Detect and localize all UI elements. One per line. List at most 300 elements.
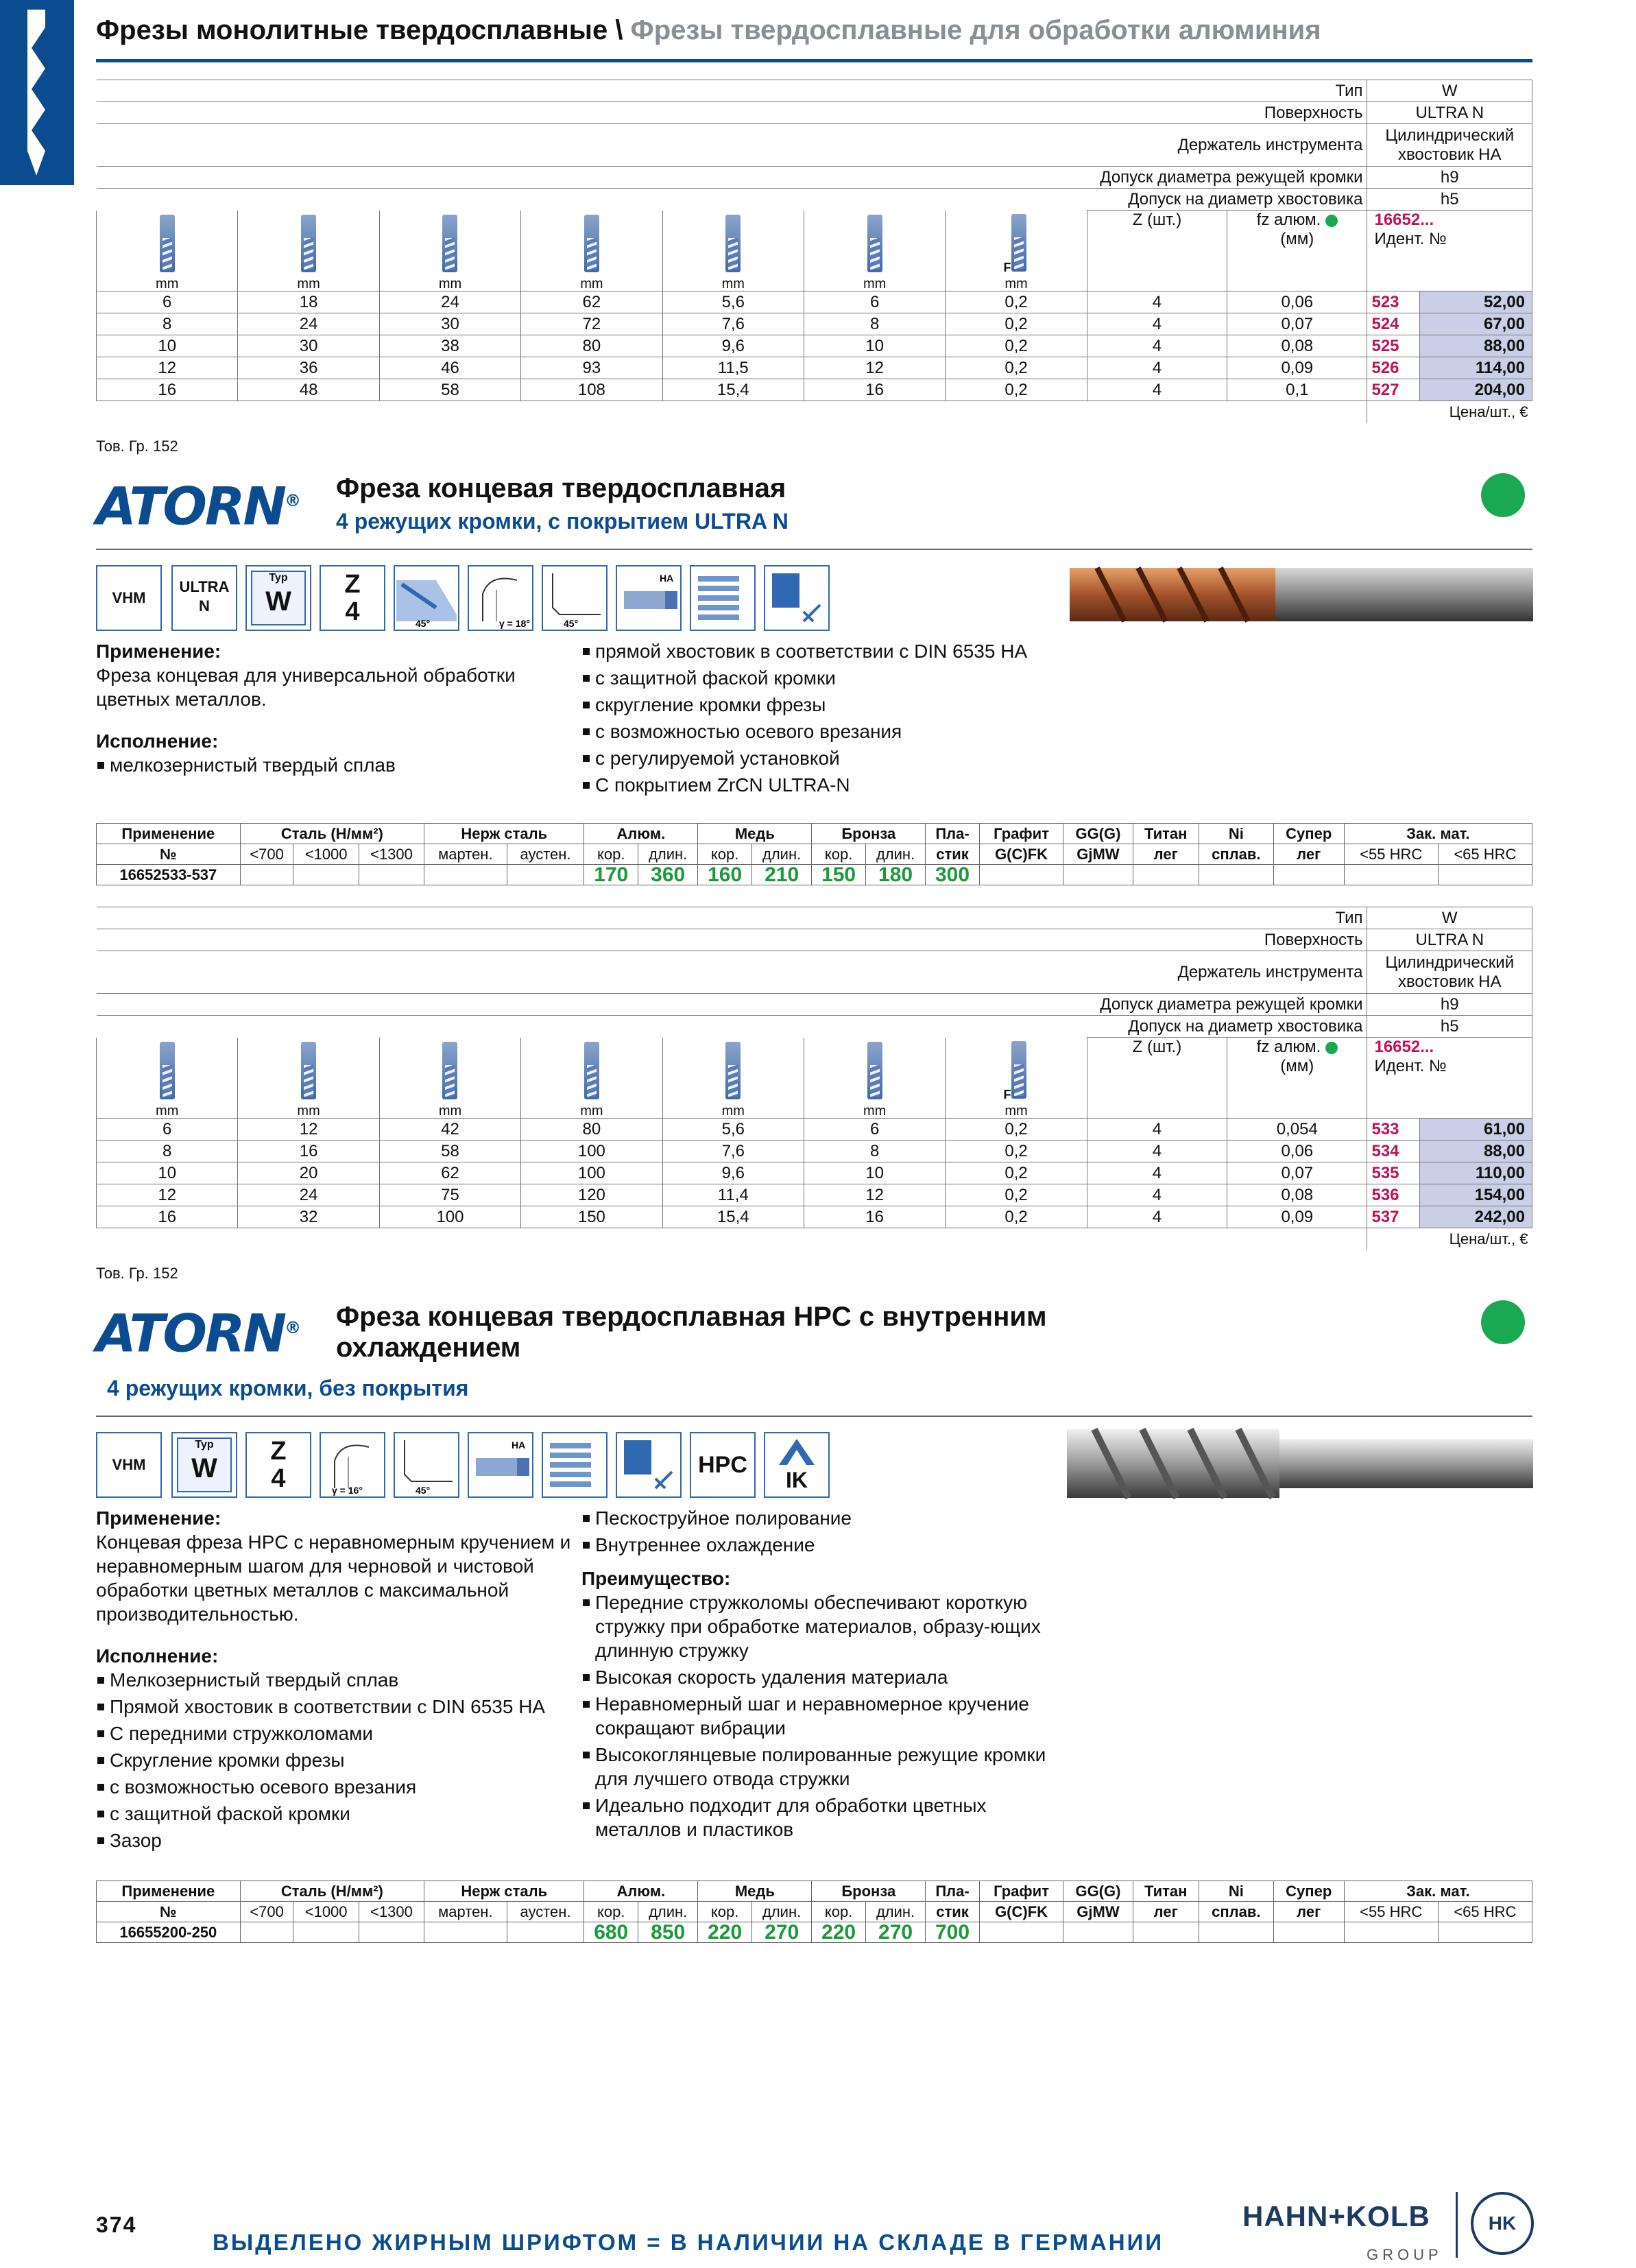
stock-note: ВЫДЕЛЕНО ЖИРНЫМ ШРИФТОМ = В НАЛИЧИИ НА СКЛАДЕ В ГЕРМАНИИ: [213, 2230, 1164, 2255]
tool-dimension-icon: [301, 215, 316, 272]
material-subheader: GjMW: [1063, 844, 1133, 865]
material-subheader: <65 HRC: [1438, 844, 1532, 865]
ident-header: 16652... Идент. №: [1367, 211, 1532, 291]
type-w-icon: Typ W: [245, 565, 311, 631]
table-cell: 12: [97, 357, 238, 379]
material-subheader: сплав.: [1199, 1902, 1273, 1922]
table-cell: 0,054: [1227, 1119, 1367, 1141]
spec-label: Тип: [97, 907, 1367, 929]
material-subheader: <55 HRC: [1344, 1902, 1438, 1922]
spec-value: h9: [1367, 167, 1532, 189]
table-cell: 7,6: [662, 313, 804, 335]
spec-value: ULTRA N: [1367, 929, 1532, 951]
table-cell: 4: [1087, 379, 1227, 401]
material-subheader: <1300: [359, 844, 424, 865]
rake-angle-icon: [468, 565, 533, 631]
table-cell: 8: [97, 313, 238, 335]
empty-cell: [979, 1922, 1063, 1943]
z-header: Z (шт.): [1087, 211, 1227, 291]
material-subheader: <700: [240, 1902, 293, 1922]
table-cell: 12: [804, 1184, 945, 1206]
table-row: [97, 1184, 1532, 1206]
table-cell: 4: [1087, 1119, 1227, 1141]
header-separator: \: [608, 15, 631, 45]
table-cell: 12: [97, 1184, 238, 1206]
table-cell: 24: [238, 1184, 379, 1206]
price-footer-row: [97, 401, 1532, 423]
unit-mm: mm: [1005, 1103, 1028, 1119]
unit-mm: mm: [863, 276, 887, 291]
material-header: Пла-: [926, 824, 980, 844]
tool-dimension-icon: [442, 1042, 457, 1099]
price-cell: 67,00: [1420, 313, 1532, 335]
table-cell: 0,2: [946, 313, 1087, 335]
article-number: 535: [1367, 1162, 1420, 1184]
material-header: Применение: [97, 824, 241, 844]
empty-cell: [1273, 865, 1344, 885]
unit-mm: mm: [438, 276, 462, 291]
spec-table-2: [96, 907, 1532, 1250]
article-number: 527: [1367, 379, 1420, 401]
dimension-icon-cell: [97, 211, 238, 291]
table-cell: 12: [804, 357, 945, 379]
price-cell: 52,00: [1420, 291, 1532, 313]
material-subheader: аустен.: [507, 844, 584, 865]
table-cell: 0,2: [946, 1119, 1087, 1141]
table-cell: 0,07: [1227, 1162, 1367, 1184]
table-cell: 4: [1087, 357, 1227, 379]
empty-cell: [1273, 1922, 1344, 1943]
application-heading: Применение:: [96, 641, 221, 662]
table-cell: 24: [379, 291, 520, 313]
material-subheader: длин.: [865, 1902, 925, 1922]
empty-cell: [1344, 865, 1438, 885]
table-cell: 0,08: [1227, 1184, 1367, 1206]
icon-header-row: [97, 1038, 1532, 1119]
empty-cell: [979, 865, 1063, 885]
table-cell: 4: [1087, 313, 1227, 335]
f-label: F: [1003, 261, 1011, 274]
empty-cell: [240, 865, 293, 885]
table-cell: 93: [521, 357, 662, 379]
table-cell: 0,2: [946, 335, 1087, 357]
spec-table-1: [96, 80, 1532, 423]
table-row: [97, 291, 1532, 313]
empty-cell: [1133, 865, 1199, 885]
table-row: [97, 1162, 1532, 1184]
table-cell: 16: [97, 379, 238, 401]
page-number: 374: [96, 2212, 137, 2237]
material-subheader: лег: [1273, 844, 1344, 865]
unit-mm: mm: [1005, 276, 1028, 291]
empty-cell: [1063, 865, 1133, 885]
execution-heading: Исполнение:: [96, 1645, 219, 1667]
table-cell: 16: [238, 1141, 379, 1162]
material-header: Нерж сталь: [424, 824, 584, 844]
feature-item: с регулируемой установкой: [581, 746, 1075, 770]
spec-value: h5: [1367, 1016, 1532, 1038]
table-cell: 16: [804, 379, 945, 401]
table-cell: 62: [379, 1162, 520, 1184]
svg-text:45°: 45°: [416, 618, 431, 629]
spec-label: Держатель инструмента: [97, 951, 1367, 994]
spec-row: [97, 189, 1532, 211]
table-cell: 10: [97, 1162, 238, 1184]
article-number: 526: [1367, 357, 1420, 379]
product2-features: [581, 1506, 1061, 1841]
svg-text:γ = 16°: γ = 16°: [332, 1485, 363, 1496]
dimension-icon-cell: [946, 1038, 1087, 1119]
material-subheader: кор.: [584, 844, 638, 865]
material-subheader: длин.: [751, 844, 811, 865]
table-cell: 75: [379, 1184, 520, 1206]
dimension-icon-cell: [238, 211, 379, 291]
table-row: [97, 357, 1532, 379]
tool-dimension-icon: [160, 215, 175, 272]
divider: [96, 549, 1532, 550]
table-cell: 108: [521, 379, 662, 401]
ident-header: 16652... Идент. №: [1367, 1038, 1532, 1119]
plunge-icon: [764, 565, 830, 631]
svg-text:γ = 18°: γ = 18°: [499, 618, 530, 629]
table-cell: 8: [804, 1141, 945, 1162]
material-header: Ni: [1199, 1881, 1273, 1902]
product1-application: [96, 639, 562, 777]
material-subheader: №: [97, 1902, 241, 1922]
spec-value: h9: [1367, 994, 1532, 1016]
unit-mm: mm: [297, 1103, 320, 1119]
price-cell: 242,00: [1420, 1206, 1532, 1228]
spec-value: W: [1367, 80, 1532, 102]
shank-ha-icon: [468, 1432, 533, 1498]
table-cell: 120: [521, 1184, 662, 1206]
table-row: [97, 313, 1532, 335]
material-stack-icon: [690, 565, 756, 631]
price-label: Цена/шт., €: [1367, 401, 1532, 423]
article-number: 525: [1367, 335, 1420, 357]
dimension-icon-cell: [946, 211, 1087, 291]
price-cell: 204,00: [1420, 379, 1532, 401]
spec-label: Допуск на диаметр хвостовика: [97, 1016, 1367, 1038]
article-number: 537: [1367, 1206, 1420, 1228]
table-cell: 4: [1087, 1141, 1227, 1162]
table-cell: 100: [521, 1162, 662, 1184]
empty-cell: [293, 1922, 359, 1943]
material-header: Алюм.: [584, 824, 698, 844]
material-subheader: GjMW: [1063, 1902, 1133, 1922]
table-cell: 0,2: [946, 1206, 1087, 1228]
spec-label: Допуск на диаметр хвостовика: [97, 189, 1367, 211]
product1-title: Фреза концевая твердосплавная: [336, 473, 786, 503]
cutting-speed-value: 360: [638, 865, 698, 885]
material-header-row: [97, 824, 1532, 844]
dimension-icon-cell: [521, 1038, 662, 1119]
spec-row: [97, 994, 1532, 1016]
article-number: 536: [1367, 1184, 1420, 1206]
execution-item: С передними стружколомами: [96, 1721, 576, 1745]
material-header: Графит: [979, 1881, 1063, 1902]
table-cell: 48: [238, 379, 379, 401]
spec-label: Допуск диаметра режущей кромки: [97, 167, 1367, 189]
table-cell: 80: [521, 1119, 662, 1141]
table-cell: 72: [521, 313, 662, 335]
green-dot-icon: [1325, 215, 1338, 227]
article-number: 534: [1367, 1141, 1420, 1162]
cutting-speed-value: 150: [812, 865, 866, 885]
cutting-speed-value: 180: [865, 865, 925, 885]
spec-row: [97, 1016, 1532, 1038]
table-cell: 0,07: [1227, 313, 1367, 335]
product1-subtitle: 4 режущих кромки, с покрытием ULTRA N: [336, 509, 789, 534]
empty-cell: [507, 865, 584, 885]
feature-item: С покрытием ZrCN ULTRA-N: [581, 773, 1075, 797]
material-header: Ni: [1199, 824, 1273, 844]
table-row: [97, 1119, 1532, 1141]
rake-angle-icon: [320, 1432, 385, 1498]
execution-item: Зазор: [96, 1828, 576, 1852]
price-footer-row: [97, 1228, 1532, 1250]
spec-row: [97, 951, 1532, 994]
material-subheader: <55 HRC: [1344, 844, 1438, 865]
application-text: Фреза концевая для универсальной обработки цветных металлов.: [96, 665, 516, 710]
table-cell: 62: [521, 291, 662, 313]
dimension-icon-cell: [662, 211, 804, 291]
advantage-item: Неравномерный шаг и неравномерное кручение сокращают вибрации: [581, 1692, 1061, 1740]
page-header: [96, 15, 1321, 46]
price-cell: 154,00: [1420, 1184, 1532, 1206]
vhm-icon: VHM: [96, 1432, 162, 1498]
table-cell: 0,08: [1227, 335, 1367, 357]
table-cell: 100: [521, 1141, 662, 1162]
cutting-speed-value: 220: [698, 1922, 752, 1943]
application-heading: Применение:: [96, 1507, 221, 1529]
table-cell: 11,5: [662, 357, 804, 379]
svg-text:HA: HA: [660, 573, 674, 584]
table-cell: 0,09: [1227, 1206, 1367, 1228]
empty-cell: [1063, 1922, 1133, 1943]
atorn-logo: ATORN®: [96, 1302, 302, 1364]
cutting-speed-value: 210: [751, 865, 811, 885]
table-cell: 100: [379, 1206, 520, 1228]
spec-value: Цилиндрический хвостовик HA: [1367, 124, 1532, 167]
material-subheader: длин.: [638, 1902, 698, 1922]
spec-label: Поверхность: [97, 929, 1367, 951]
feature-item: скругление кромки фрезы: [581, 693, 1075, 717]
empty-cell: [293, 865, 359, 885]
tov-gr-2: Тов. Гр. 152: [96, 1265, 178, 1282]
material-subheader: <1000: [293, 1902, 359, 1922]
unit-mm: mm: [580, 276, 603, 291]
table-cell: 6: [97, 291, 238, 313]
table-cell: 10: [804, 335, 945, 357]
table-cell: 58: [379, 379, 520, 401]
spec-row: [97, 102, 1532, 124]
empty-cell: [1199, 1922, 1273, 1943]
material-subheader: мартен.: [424, 844, 507, 865]
spec-value: Цилиндрический хвостовик HA: [1367, 951, 1532, 994]
dimension-icon-cell: [804, 211, 945, 291]
material-subheader: G(C)FK: [979, 1902, 1063, 1922]
feature-item: Пескоструйное полирование: [581, 1506, 1061, 1530]
tool-dimension-icon: [725, 215, 741, 272]
table-cell: 0,09: [1227, 357, 1367, 379]
advantage-item: Идеально подходит для обработки цветных металлов и пластиков: [581, 1793, 1061, 1841]
empty-cell: [507, 1922, 584, 1943]
table-cell: 6: [804, 291, 945, 313]
svg-text:45°: 45°: [564, 618, 579, 629]
table-cell: 0,2: [946, 1162, 1087, 1184]
table-cell: 46: [379, 357, 520, 379]
table-cell: 6: [97, 1119, 238, 1141]
table-cell: 4: [1087, 1184, 1227, 1206]
article-number: 523: [1367, 291, 1420, 313]
material-values-row: [97, 1922, 1532, 1943]
material-table-1: [96, 823, 1532, 885]
table-cell: 11,4: [662, 1184, 804, 1206]
material-header: Сталь (Н/мм²): [240, 824, 424, 844]
advantage-item: Высокая скорость удаления материала: [581, 1665, 1061, 1689]
feature-item: Внутреннее охлаждение: [581, 1533, 1061, 1557]
material-subheader: мартен.: [424, 1902, 507, 1922]
z4-icon: Z 4: [320, 565, 385, 631]
material-subheader: кор.: [812, 844, 866, 865]
article-number: 533: [1367, 1119, 1420, 1141]
material-header-row: [97, 1881, 1532, 1902]
table-cell: 15,4: [662, 379, 804, 401]
table-cell: 0,2: [946, 291, 1087, 313]
cutting-speed-value: 170: [584, 865, 638, 885]
vhm-icon: VHM: [96, 565, 162, 631]
brand-logo: HAHN+KOLB: [1242, 2200, 1430, 2232]
execution-item: Скругление кромки фрезы: [96, 1748, 576, 1772]
application-text: Концевая фреза HPC с неравномерным кручением и неравномерным шагом для черновой и чистовой обработки цветных металлов с максимальной производительностью.: [96, 1531, 571, 1625]
tool-image-1: [1070, 562, 1533, 625]
table-row: [97, 335, 1532, 357]
execution-item: с возможностью осевого врезания: [96, 1775, 576, 1799]
type-w-icon: Typ W: [171, 1432, 237, 1498]
unit-mm: mm: [721, 276, 745, 291]
table-row: [97, 1206, 1532, 1228]
product2-title: Фреза концевая твердосплавная HPC с внутренним охлаждением: [336, 1302, 1047, 1363]
header-title: Фрезы монолитные твердосплавные: [96, 15, 608, 45]
table-cell: 7,6: [662, 1141, 804, 1162]
logo-divider: [1456, 2192, 1458, 2258]
unit-mm: mm: [863, 1103, 887, 1119]
brand-group: GROUP: [1367, 2246, 1443, 2263]
atorn-logo: ATORN®: [96, 475, 302, 537]
table-cell: 4: [1087, 1206, 1227, 1228]
product2-subtitle: 4 режущих кромки, без покрытия: [107, 1376, 469, 1400]
tool-dimension-icon: [301, 1042, 316, 1099]
unit-mm: mm: [297, 276, 320, 291]
cutting-speed-value: 270: [865, 1922, 925, 1943]
material-subheader: длин.: [638, 844, 698, 865]
table-cell: 4: [1087, 335, 1227, 357]
tool-dimension-icon: [584, 215, 599, 272]
table-cell: 0,2: [946, 1141, 1087, 1162]
table-cell: 10: [97, 335, 238, 357]
material-subheader: <1300: [359, 1902, 424, 1922]
tool-dimension-icon: [1011, 1041, 1026, 1099]
divider: [96, 1416, 1532, 1417]
cutting-speed-value: 160: [698, 865, 752, 885]
material-subheader: сплав.: [1199, 844, 1273, 865]
spec-row: [97, 80, 1532, 102]
material-subheader: лег: [1133, 1902, 1199, 1922]
material-header: GG(G): [1063, 1881, 1133, 1902]
table-cell: 20: [238, 1162, 379, 1184]
unit-mm: mm: [156, 1103, 179, 1119]
table-row: [97, 379, 1532, 401]
spec-value: ULTRA N: [1367, 102, 1532, 124]
material-header: Графит: [979, 824, 1063, 844]
material-subheader: стик: [926, 1902, 980, 1922]
material-subheader: стик: [926, 844, 980, 865]
spec-row: [97, 167, 1532, 189]
spec-label: Держатель инструмента: [97, 124, 1367, 167]
material-header: Медь: [698, 824, 812, 844]
dimension-icon-cell: [521, 211, 662, 291]
execution-item: с защитной фаской кромки: [96, 1802, 576, 1826]
table-cell: 32: [238, 1206, 379, 1228]
z4-icon: Z 4: [245, 1432, 311, 1498]
table-row: [97, 1141, 1532, 1162]
advantage-heading: Преимущество:: [581, 1568, 731, 1589]
tool-dimension-icon: [160, 1042, 175, 1099]
table-cell: 8: [804, 313, 945, 335]
product2-application: [96, 1506, 576, 1852]
spec-label: Тип: [97, 80, 1367, 102]
unit-mm: mm: [156, 276, 179, 291]
material-subheader: <65 HRC: [1438, 1902, 1532, 1922]
hpc-icon: HPC: [690, 1432, 756, 1498]
material-header: Зак. мат.: [1344, 1881, 1532, 1902]
price-cell: 61,00: [1420, 1119, 1532, 1141]
plunge-icon: [616, 1432, 682, 1498]
material-header: Алюм.: [584, 1881, 698, 1902]
dimension-icon-cell: [238, 1038, 379, 1119]
empty-cell: [1133, 1922, 1199, 1943]
spec-row: [97, 929, 1532, 951]
price-cell: 110,00: [1420, 1162, 1532, 1184]
dimension-icon-cell: [662, 1038, 804, 1119]
price-cell: 88,00: [1420, 1141, 1532, 1162]
feature-item: с возможностью осевого врезания: [581, 719, 1075, 743]
article-number: 524: [1367, 313, 1420, 335]
availability-dot: [1481, 1300, 1525, 1344]
material-subheader: кор.: [584, 1902, 638, 1922]
material-header: Сталь (Н/мм²): [240, 1881, 424, 1902]
chamfer-45-icon: [542, 565, 608, 631]
table-cell: 5,6: [662, 1119, 804, 1141]
table-cell: 12: [238, 1119, 379, 1141]
unit-mm: mm: [721, 1103, 745, 1119]
material-subheader: кор.: [698, 1902, 752, 1922]
material-stack-icon: [542, 1432, 608, 1498]
spec-label: Допуск диаметра режущей кромки: [97, 994, 1367, 1016]
unit-mm: mm: [580, 1103, 603, 1119]
material-subheader-row: [97, 844, 1532, 865]
material-header: Бронза: [812, 824, 926, 844]
material-subheader: аустен.: [507, 1902, 584, 1922]
table-cell: 18: [238, 291, 379, 313]
spec-value: h5: [1367, 189, 1532, 211]
material-header: Титан: [1133, 824, 1199, 844]
feature-item: с защитной фаской кромки: [581, 666, 1075, 690]
helix-45-icon: [394, 565, 459, 631]
table-cell: 150: [521, 1206, 662, 1228]
empty-cell: [1438, 865, 1532, 885]
